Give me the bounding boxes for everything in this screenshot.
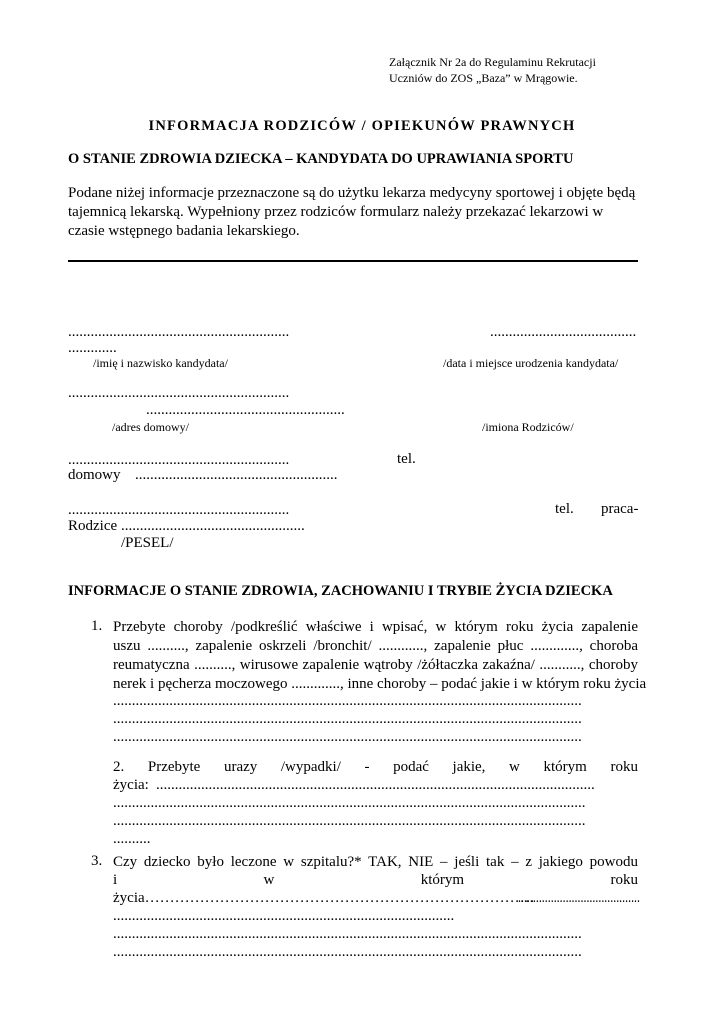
pesel-dots[interactable]: ................................................. bbox=[121, 518, 305, 534]
pesel-label: /PESEL/ bbox=[121, 535, 174, 551]
parents-word: Rodzice bbox=[68, 518, 118, 534]
q2-answer-line-2[interactable]: .............................................................................................................................. bbox=[113, 813, 586, 829]
q2-word: Przebyte bbox=[147, 759, 201, 775]
q1-answer-line-1[interactable]: ............................................................................................................................. bbox=[113, 693, 582, 709]
q3-number: 3. bbox=[91, 853, 103, 869]
q2-answer-line-1[interactable]: .............................................................................................................................. bbox=[113, 795, 586, 811]
phone-home-dots[interactable]: ...................................................... bbox=[135, 467, 338, 483]
section-heading: INFORMACJE O STANIE ZDROWIA, ZACHOWANIU I TRYBIE ŻYCIA DZIECKA bbox=[68, 583, 613, 599]
q3-line-2 bbox=[113, 871, 638, 890]
q2-word: podać bbox=[393, 759, 429, 775]
row4-dots[interactable]: ........................................................... bbox=[68, 502, 290, 518]
q2-word: urazy bbox=[223, 759, 258, 775]
parents-label: /imiona Rodziców/ bbox=[482, 420, 574, 434]
birth-label: /data i miejsce urodzenia kandydata/ bbox=[443, 356, 619, 370]
q3-word: którym bbox=[420, 872, 465, 888]
separator-line bbox=[68, 260, 638, 262]
name-dots[interactable]: ........................................................... bbox=[68, 324, 290, 340]
q2-word: jakie, bbox=[452, 759, 486, 775]
row3-dots[interactable]: ........................................................... bbox=[68, 452, 290, 468]
q2-word: - bbox=[364, 759, 370, 775]
address-label: /adres domowy/ bbox=[112, 420, 189, 434]
q3-word: w bbox=[263, 872, 275, 888]
q2-word: którym bbox=[543, 759, 587, 775]
annex-note bbox=[389, 54, 596, 86]
q2-number: 2. bbox=[113, 759, 125, 775]
q3-word: roku bbox=[610, 872, 638, 888]
phone-home-word-2: domowy bbox=[68, 467, 121, 483]
phone-home-word-1: tel. bbox=[397, 451, 416, 467]
q3-life-label: życia…………………………………………………………………… bbox=[113, 890, 535, 906]
document-subtitle: O STANIE ZDROWIA DZIECKA – KANDYDATA DO UPRAWIANIA SPORTU bbox=[68, 151, 574, 167]
q1-number: 1. bbox=[91, 618, 103, 634]
q2-word: roku bbox=[610, 759, 638, 775]
q3-answer-line-1[interactable]: ........................................................................................... bbox=[113, 908, 455, 924]
name-label: /imię i nazwisko kandydata/ bbox=[93, 356, 228, 370]
q2-word: w bbox=[509, 759, 520, 775]
q2-answer-line-3[interactable]: .......... bbox=[113, 831, 151, 847]
intro-paragraph: Podane niżej informacje przeznaczone są do użytku lekarza medycyny sportowej i objęte będą tajemnicą lekarską. Wypełniony przez rodziców formularz należy przekazać lekarzowi w czasie wstępnego badania lekarskiego. bbox=[68, 185, 636, 239]
q3-line-1: Czy dziecko było leczone w szpitalu?* TAK, NIE – jeśli tak – z jakiego powodu bbox=[113, 854, 638, 870]
q1-answer-line-3[interactable]: ............................................................................................................................. bbox=[113, 729, 582, 745]
q2-line-1 bbox=[113, 758, 638, 777]
q3-answer-line-0[interactable]: ......................................... bbox=[518, 890, 640, 906]
annex-line-2: Uczniów do ZOS „Baza” w Mrągowie. bbox=[389, 71, 578, 85]
address-dots[interactable]: ........................................................... bbox=[68, 385, 290, 401]
q1-line-2: uszu .........., zapalenie oskrzeli /bronchit/ ............, zapalenie płuc ............., choroba bbox=[113, 638, 638, 654]
parents-dots[interactable]: ..................................................... bbox=[146, 402, 345, 418]
phone-work-word-1: tel. bbox=[555, 501, 574, 517]
q1-answer-line-2[interactable]: ............................................................................................................................. bbox=[113, 711, 582, 727]
q1-line-1: Przebyte choroby /podkreślić właściwe i wpisać, w którym roku życia zapalenie bbox=[113, 619, 638, 635]
q3-answer-line-2[interactable]: ............................................................................................................................. bbox=[113, 926, 582, 942]
q2-word: /wypadki/ bbox=[280, 759, 341, 775]
annex-line-1: Załącznik Nr 2a do Regulaminu Rekrutacji bbox=[389, 55, 596, 69]
q3-word: i bbox=[113, 872, 118, 888]
q2-answer-line-0[interactable]: ..................................................................................................................... bbox=[156, 777, 595, 793]
q2-life-label: życia: bbox=[113, 777, 149, 793]
q1-line-4: nerek i pęcherza moczowego ............., inne choroby – podać jakie i w którym roku życia bbox=[113, 676, 647, 692]
birth-dots[interactable]: ....................................... bbox=[490, 324, 637, 340]
q3-answer-line-3[interactable]: ............................................................................................................................. bbox=[113, 944, 582, 960]
name-dots-wrap: ............. bbox=[68, 340, 117, 356]
phone-work-word-2: praca- bbox=[601, 501, 639, 517]
q1-line-3: reumatyczna .........., wirusowe zapalenie wątroby /żółtaczka zakaźna/ ..........., choroby bbox=[113, 657, 638, 673]
document-title: INFORMACJA RODZICÓW / OPIEKUNÓW PRAWNYCH bbox=[148, 118, 576, 134]
